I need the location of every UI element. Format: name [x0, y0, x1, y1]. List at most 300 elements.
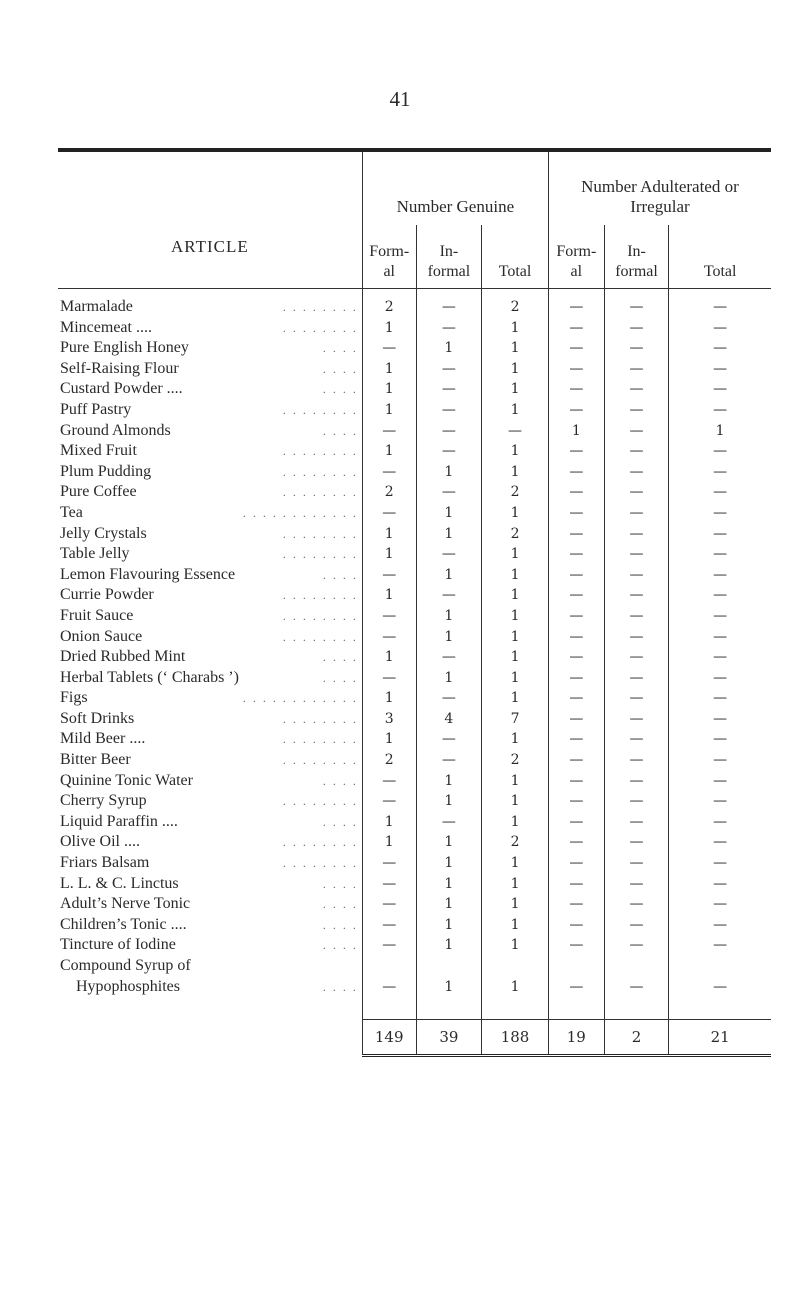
adulterated-total-cell: 1	[669, 421, 771, 442]
dot-leader: . . . .	[322, 814, 358, 829]
genuine-total-cell: 1	[482, 853, 549, 874]
table-row	[58, 791, 771, 812]
table-row	[58, 379, 771, 400]
dot-leader: . . . . . . . .	[282, 732, 358, 747]
genuine-total-cell: 1	[482, 565, 549, 586]
genuine-formal-header	[362, 225, 416, 289]
genuine-header: Number Genuine	[362, 150, 548, 225]
genuine-informal-cell: 1	[416, 524, 482, 545]
table-row	[58, 812, 771, 833]
article-name-text: Custard Powder ....	[60, 380, 183, 398]
adulterated-total-cell: —	[669, 482, 771, 503]
genuine-total-cell: 2	[482, 832, 549, 853]
table-row	[58, 565, 771, 586]
article-name-text: Marmalade	[60, 298, 133, 315]
article-name	[58, 318, 362, 339]
adulterated-total-cell: —	[669, 338, 771, 359]
adulterated-informal-cell: —	[604, 318, 669, 339]
adulterated-total-cell: —	[669, 750, 771, 771]
adulterated-informal-cell: —	[604, 524, 669, 545]
adulterated-informal-cell: —	[604, 441, 669, 462]
genuine-total-cell: 1	[482, 791, 549, 812]
adulterated-informal-cell: —	[604, 729, 669, 750]
adulterated-informal-cell: —	[604, 647, 669, 668]
adulterated-informal-cell: —	[604, 627, 669, 648]
article-header: ARTICLE	[58, 150, 362, 289]
adulterated-total-cell: —	[669, 668, 771, 689]
article-name	[58, 956, 362, 977]
genuine-formal-cell: 1	[362, 318, 416, 339]
article-name-text: Olive Oil ....	[60, 833, 140, 851]
dot-leader: . . . .	[322, 876, 358, 891]
dot-leader: . . . . . . . .	[282, 485, 358, 500]
adulterated-total-cell: —	[669, 647, 771, 668]
adulterated-formal-cell: —	[548, 874, 604, 895]
genuine-informal-cell: 1	[416, 627, 482, 648]
article-name-text: Hypophosphites	[60, 977, 180, 995]
spacer-cell	[604, 997, 669, 1020]
article-name	[58, 668, 362, 689]
adulterated-formal-cell: —	[548, 729, 604, 750]
article-name	[58, 421, 362, 442]
genuine-total-cell: 1	[482, 874, 549, 895]
adulterated-total-cell: —	[669, 524, 771, 545]
adulterated-total-cell: —	[669, 565, 771, 586]
table-row	[58, 289, 771, 318]
total-cell: 188	[482, 1020, 549, 1056]
genuine-formal-cell: —	[362, 853, 416, 874]
adulterated-total-cell: —	[669, 832, 771, 853]
article-name	[58, 709, 362, 730]
genuine-informal-cell: 1	[416, 606, 482, 627]
genuine-formal-cell: —	[362, 627, 416, 648]
table-row	[58, 729, 771, 750]
dot-leader: . . . . . . . .	[282, 402, 358, 417]
dot-leader: . . . . . . . .	[282, 753, 358, 768]
genuine-formal-cell: —	[362, 874, 416, 895]
adulterated-informal-cell: —	[604, 338, 669, 359]
table-row	[58, 853, 771, 874]
genuine-total-cell: 1	[482, 544, 549, 565]
genuine-total-cell: 1	[482, 400, 549, 421]
article-name-text: Cherry Syrup	[60, 792, 147, 810]
dot-leader: . . . . . . . .	[282, 547, 358, 562]
adulterated-formal-cell: —	[548, 585, 604, 606]
genuine-total-cell: 1	[482, 379, 549, 400]
adulterated-formal-cell: —	[548, 544, 604, 565]
adulterated-formal-cell: —	[548, 750, 604, 771]
spacer-cell	[58, 997, 362, 1020]
table-row	[58, 338, 771, 359]
genuine-formal-cell: —	[362, 565, 416, 586]
article-name-text: Onion Sauce	[60, 627, 143, 645]
adulterated-informal-cell: —	[604, 935, 669, 956]
totals-row	[58, 1020, 771, 1056]
article-name	[58, 812, 362, 833]
genuine-informal-cell	[416, 956, 482, 977]
adulterated-informal-cell: —	[604, 400, 669, 421]
genuine-total-cell: 1	[482, 441, 549, 462]
article-name-text: Compound Syrup of	[60, 957, 191, 974]
genuine-informal-cell: 1	[416, 874, 482, 895]
genuine-informal-cell: —	[416, 400, 482, 421]
genuine-total-cell: 1	[482, 771, 549, 792]
genuine-total-cell: 7	[482, 709, 549, 730]
genuine-formal-cell: —	[362, 791, 416, 812]
dot-leader: . . . .	[322, 382, 358, 397]
totals-label-cell	[58, 1020, 362, 1056]
adulterated-total-cell: —	[669, 709, 771, 730]
genuine-formal-cell: —	[362, 915, 416, 936]
genuine-formal-cell: 1	[362, 812, 416, 833]
genuine-total-cell: 2	[482, 482, 549, 503]
adulterated-formal-cell: —	[548, 462, 604, 483]
article-name-text: Quinine Tonic Water	[60, 771, 193, 789]
table-row	[58, 709, 771, 730]
article-name-text: Table Jelly	[60, 545, 130, 563]
genuine-formal-cell: 2	[362, 482, 416, 503]
adulterated-formal-cell: —	[548, 524, 604, 545]
article-name-text: Lemon Flavouring Essence	[60, 565, 236, 583]
article-name-text: Puff Pastry	[60, 400, 132, 418]
adulterated-formal-cell	[548, 956, 604, 977]
article-name-text: Soft Drinks	[60, 709, 135, 727]
genuine-total-cell: 1	[482, 894, 549, 915]
adulterated-informal-cell: —	[604, 421, 669, 442]
genuine-informal-cell: 4	[416, 709, 482, 730]
table-row	[58, 462, 771, 483]
adulterated-total-cell: —	[669, 729, 771, 750]
adulterated-informal-cell: —	[604, 750, 669, 771]
adulterated-formal-cell: —	[548, 688, 604, 709]
article-name	[58, 688, 362, 709]
table-row	[58, 668, 771, 689]
dot-leader: . . . . . . . .	[282, 711, 358, 726]
adulterated-total-cell: —	[669, 977, 771, 998]
genuine-informal-cell: 1	[416, 915, 482, 936]
adulterated-informal-cell: —	[604, 894, 669, 915]
article-name	[58, 647, 362, 668]
genuine-formal-cell: —	[362, 771, 416, 792]
genuine-informal-cell: —	[416, 379, 482, 400]
genuine-informal-cell: —	[416, 482, 482, 503]
total-cell: 21	[669, 1020, 771, 1056]
adulterated-informal-header	[604, 225, 669, 289]
table-row	[58, 421, 771, 442]
genuine-total-cell: 1	[482, 359, 549, 380]
adulterated-total-cell: —	[669, 503, 771, 524]
adulterated-informal-cell: —	[604, 771, 669, 792]
article-name	[58, 524, 362, 545]
genuine-total-cell: 1	[482, 812, 549, 833]
genuine-formal-cell: —	[362, 421, 416, 442]
table-row	[58, 400, 771, 421]
adulterated-total-cell: —	[669, 462, 771, 483]
genuine-informal-cell: —	[416, 750, 482, 771]
adulterated-formal-cell: —	[548, 709, 604, 730]
adulterated-total-cell: —	[669, 853, 771, 874]
genuine-informal-cell: 1	[416, 338, 482, 359]
adulterated-informal-cell: —	[604, 585, 669, 606]
genuine-informal-cell: 1	[416, 771, 482, 792]
genuine-informal-cell: 1	[416, 935, 482, 956]
genuine-informal-cell: —	[416, 441, 482, 462]
genuine-formal-cell: —	[362, 606, 416, 627]
table-row	[58, 318, 771, 339]
genuine-formal-cell: —	[362, 894, 416, 915]
article-name	[58, 627, 362, 648]
article-name-text: L. L. & C. Linctus	[60, 874, 179, 892]
table-row	[58, 503, 771, 524]
adulterated-informal-cell: —	[604, 977, 669, 998]
article-name	[58, 750, 362, 771]
article-name	[58, 289, 362, 318]
table-row	[58, 688, 771, 709]
genuine-informal-cell: —	[416, 289, 482, 318]
genuine-total-cell: 1	[482, 977, 549, 998]
adulterated-total-cell: —	[669, 915, 771, 936]
genuine-total-cell: 1	[482, 606, 549, 627]
article-name	[58, 565, 362, 586]
genuine-formal-cell: 1	[362, 524, 416, 545]
dot-leader: . . . . . . . .	[282, 464, 358, 479]
adulterated-formal-cell: —	[548, 668, 604, 689]
adulterated-informal-cell: —	[604, 874, 669, 895]
dot-leader: . . . .	[322, 773, 358, 788]
article-name	[58, 441, 362, 462]
adulterated-formal-cell: —	[548, 359, 604, 380]
total-label: Total	[703, 263, 737, 280]
formal-label: Form- al	[369, 243, 410, 280]
genuine-formal-cell: 1	[362, 544, 416, 565]
adulterated-formal-cell: —	[548, 977, 604, 998]
article-name-text: Plum Pudding	[60, 462, 152, 480]
spacer-cell	[362, 997, 416, 1020]
article-name	[58, 338, 362, 359]
adulterated-total-cell: —	[669, 874, 771, 895]
dot-leader: . . . .	[322, 897, 358, 912]
genuine-total-cell: 1	[482, 462, 549, 483]
genuine-formal-cell: —	[362, 462, 416, 483]
adulterated-formal-cell: —	[548, 503, 604, 524]
adulteration-table	[58, 148, 771, 1057]
genuine-informal-cell: 1	[416, 462, 482, 483]
dot-leader: . . . . . . . .	[282, 300, 358, 314]
adulterated-informal-cell: —	[604, 565, 669, 586]
genuine-informal-cell: —	[416, 421, 482, 442]
article-name	[58, 606, 362, 627]
genuine-formal-cell: 1	[362, 400, 416, 421]
adulterated-total-cell: —	[669, 894, 771, 915]
adulterated-informal-cell: —	[604, 606, 669, 627]
genuine-informal-cell: 1	[416, 853, 482, 874]
article-name-text: Currie Powder	[60, 586, 154, 604]
table-row	[58, 956, 771, 977]
article-name-text: Mixed Fruit	[60, 442, 137, 460]
table-row	[58, 750, 771, 771]
adulterated-total-cell: —	[669, 627, 771, 648]
total-cell: 149	[362, 1020, 416, 1056]
article-name-text: Tea	[60, 503, 83, 521]
informal-label: In- formal	[427, 243, 471, 280]
genuine-formal-cell: —	[362, 338, 416, 359]
genuine-informal-cell: 1	[416, 565, 482, 586]
dot-leader: . . . . . . . .	[282, 856, 358, 871]
adulterated-total-cell: —	[669, 400, 771, 421]
genuine-formal-cell: 1	[362, 832, 416, 853]
adulterated-formal-cell: —	[548, 441, 604, 462]
article-name	[58, 874, 362, 895]
article-name	[58, 462, 362, 483]
article-name-text: Liquid Paraffin ....	[60, 812, 178, 830]
genuine-total-cell: 1	[482, 915, 549, 936]
genuine-formal-cell: 1	[362, 441, 416, 462]
adulterated-informal-cell: —	[604, 503, 669, 524]
adulterated-formal-cell: —	[548, 812, 604, 833]
formal-label: Form- al	[556, 243, 597, 280]
article-name	[58, 544, 362, 565]
article-name-text: Bitter Beer	[60, 751, 131, 769]
adulterated-total-cell	[669, 956, 771, 977]
genuine-formal-cell: 1	[362, 379, 416, 400]
total-cell: 39	[416, 1020, 482, 1056]
genuine-formal-cell: 1	[362, 647, 416, 668]
adulterated-formal-cell: —	[548, 915, 604, 936]
genuine-informal-cell: 1	[416, 894, 482, 915]
genuine-total-cell: 1	[482, 627, 549, 648]
genuine-formal-cell: —	[362, 977, 416, 998]
adulterated-total-cell: —	[669, 606, 771, 627]
table-row	[58, 832, 771, 853]
table-row	[58, 977, 771, 998]
adulterated-header: Number Adulterated or Irregular	[548, 150, 771, 225]
table-row	[58, 585, 771, 606]
article-name	[58, 977, 362, 998]
adulterated-formal-cell: —	[548, 289, 604, 318]
genuine-total-cell: 1	[482, 647, 549, 668]
article-name-text: Pure Coffee	[60, 483, 137, 501]
article-name	[58, 935, 362, 956]
genuine-informal-cell: —	[416, 318, 482, 339]
adulterated-total-cell: —	[669, 791, 771, 812]
dot-leader: . . . .	[322, 567, 358, 582]
article-name-text: Dried Rubbed Mint	[60, 648, 186, 666]
article-name-text: Herbal Tablets (‘ Charabs ’)	[60, 668, 239, 686]
article-name-text: Tincture of Iodine	[60, 936, 176, 954]
genuine-informal-cell: —	[416, 729, 482, 750]
adulterated-formal-cell: —	[548, 400, 604, 421]
adulterated-total-cell: —	[669, 585, 771, 606]
adulterated-total-cell: —	[669, 318, 771, 339]
genuine-total-cell	[482, 956, 549, 977]
article-name-text: Jelly Crystals	[60, 524, 147, 542]
adulterated-total-cell: —	[669, 935, 771, 956]
table-row	[58, 935, 771, 956]
genuine-total-cell: 2	[482, 289, 549, 318]
table-row	[58, 524, 771, 545]
adulterated-total-cell: —	[669, 289, 771, 318]
dot-leader: . . . . . . . .	[282, 526, 358, 541]
adulterated-total-cell: —	[669, 379, 771, 400]
adulterated-formal-cell: —	[548, 379, 604, 400]
table-row	[58, 771, 771, 792]
spacer-cell	[669, 997, 771, 1020]
adulterated-formal-cell: —	[548, 565, 604, 586]
adulterated-total-header	[669, 225, 771, 289]
table-row	[58, 606, 771, 627]
adulterated-formal-header	[548, 225, 604, 289]
genuine-total-cell: 2	[482, 750, 549, 771]
adulterated-formal-cell: —	[548, 791, 604, 812]
genuine-total-cell: 1	[482, 668, 549, 689]
table-row	[58, 915, 771, 936]
spacer-row	[58, 997, 771, 1020]
adulterated-formal-cell: —	[548, 935, 604, 956]
adulterated-formal-cell: —	[548, 771, 604, 792]
genuine-informal-cell: 1	[416, 977, 482, 998]
table-row	[58, 647, 771, 668]
article-name	[58, 400, 362, 421]
genuine-formal-cell: —	[362, 935, 416, 956]
adulterated-informal-cell: —	[604, 544, 669, 565]
dot-leader: . . . .	[322, 361, 358, 376]
table-row	[58, 874, 771, 895]
article-name	[58, 853, 362, 874]
total-label: Total	[498, 263, 532, 280]
table-row	[58, 482, 771, 503]
dot-leader: . . . .	[322, 979, 358, 994]
article-name	[58, 503, 362, 524]
article-name-text: Mild Beer ....	[60, 730, 146, 748]
genuine-formal-cell: 2	[362, 750, 416, 771]
article-name	[58, 771, 362, 792]
dot-leader: . . . . . . . .	[282, 629, 358, 644]
genuine-informal-cell: —	[416, 647, 482, 668]
article-name	[58, 832, 362, 853]
genuine-formal-cell: 1	[362, 729, 416, 750]
dot-leader: . . . .	[322, 650, 358, 665]
genuine-formal-cell: 3	[362, 709, 416, 730]
article-name-text: Ground Almonds	[60, 421, 171, 439]
adulterated-formal-cell: —	[548, 606, 604, 627]
table-body	[58, 289, 771, 1056]
article-name	[58, 379, 362, 400]
dot-leader: . . . .	[322, 423, 358, 438]
article-name-text: Fruit Sauce	[60, 606, 134, 624]
genuine-total-cell: 1	[482, 935, 549, 956]
adulterated-total-cell: —	[669, 812, 771, 833]
adulterated-informal-cell: —	[604, 379, 669, 400]
dot-leader: . . . . . . . .	[282, 320, 358, 335]
dot-leader: . . . . . . . .	[282, 608, 358, 623]
informal-label: In- formal	[615, 243, 658, 280]
adulterated-total-cell: —	[669, 544, 771, 565]
genuine-informal-cell: 1	[416, 668, 482, 689]
adulterated-formal-cell: —	[548, 853, 604, 874]
genuine-informal-cell: —	[416, 544, 482, 565]
article-name	[58, 482, 362, 503]
genuine-total-cell: 2	[482, 524, 549, 545]
dot-leader: . . . . . . . .	[282, 794, 358, 809]
genuine-formal-cell: 1	[362, 359, 416, 380]
adulterated-formal-cell: —	[548, 627, 604, 648]
genuine-total-cell: 1	[482, 338, 549, 359]
adulterated-informal-cell: —	[604, 462, 669, 483]
table-row	[58, 544, 771, 565]
dot-leader: . . . .	[322, 938, 358, 953]
dot-leader: . . . . . . . .	[282, 588, 358, 603]
page-number: 41	[389, 87, 411, 111]
